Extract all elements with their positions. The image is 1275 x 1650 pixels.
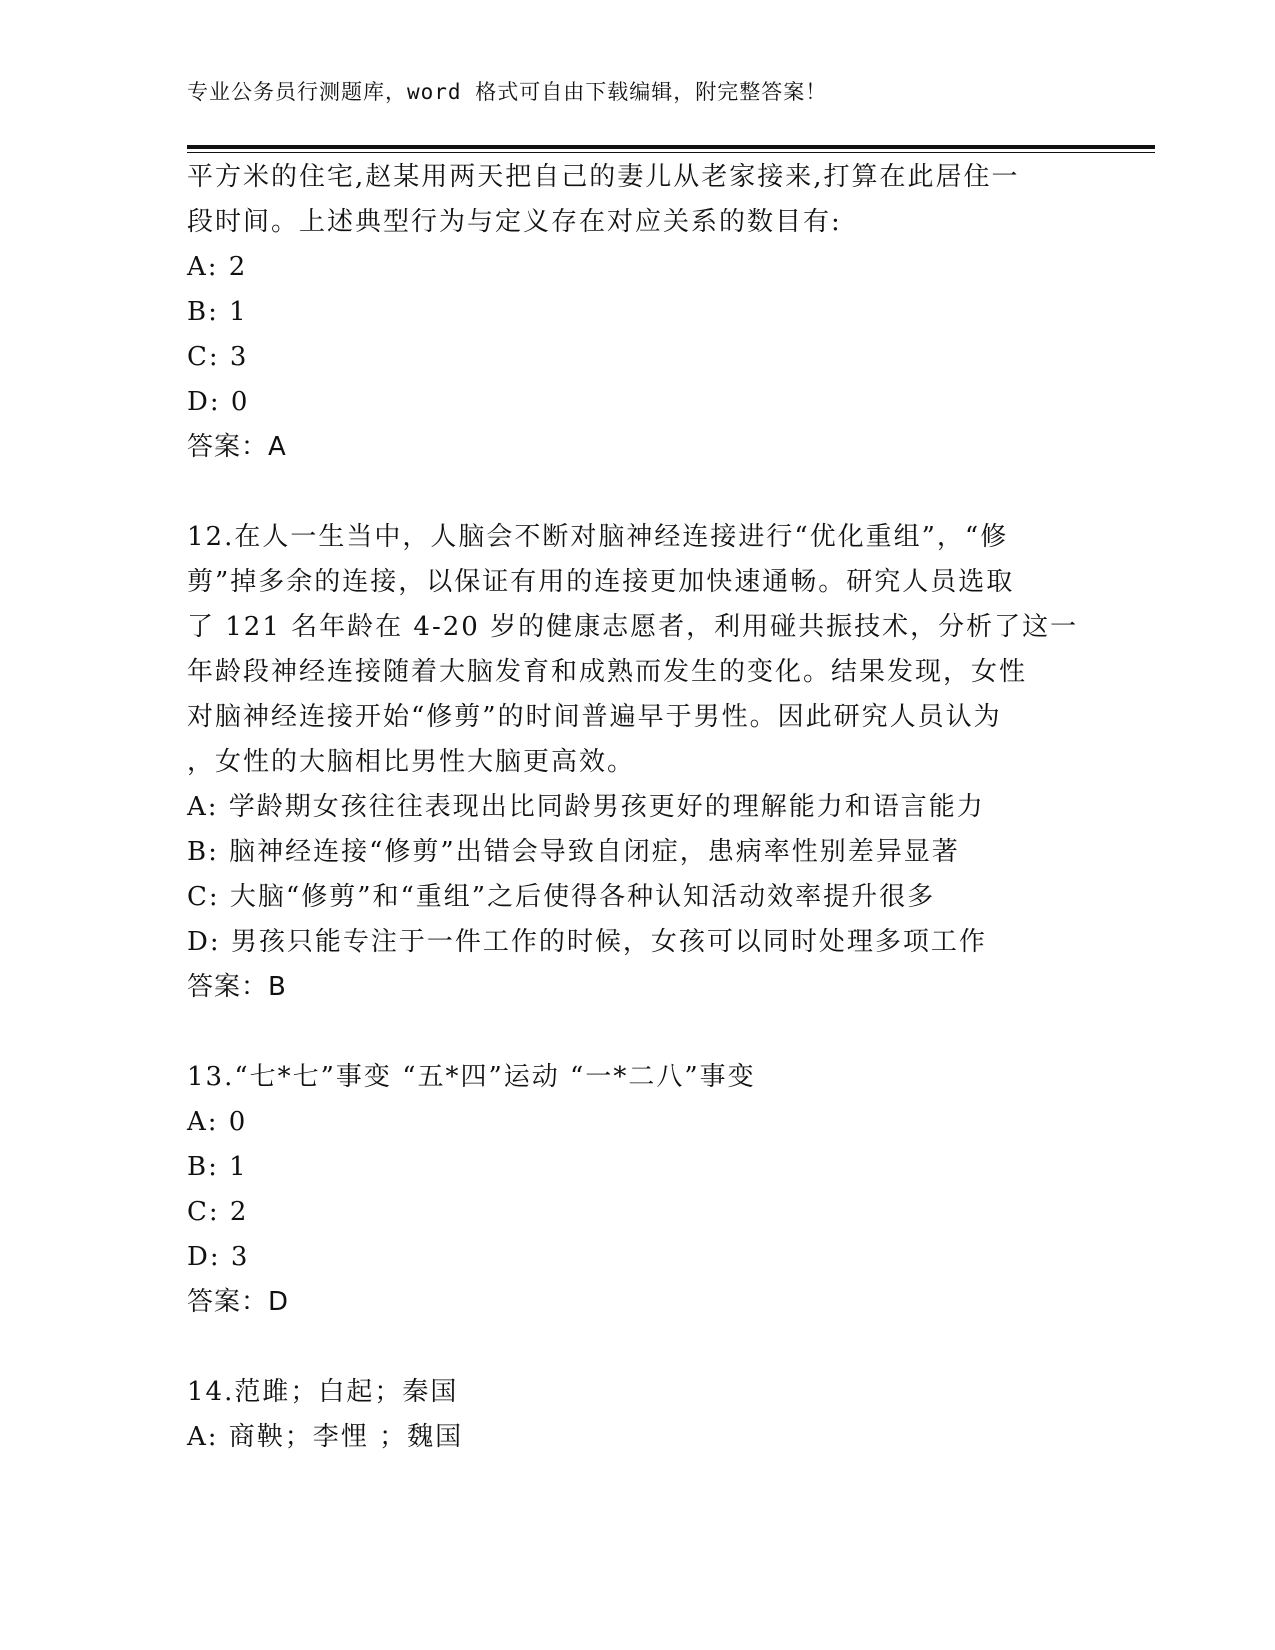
q12-stem-line-4: 年龄段神经连接随着大脑发育和成熟而发生的变化。结果发现，女性 (187, 657, 1028, 687)
header-divider-thin (187, 152, 1155, 153)
q12-stem-line-3: 了 121 名年龄在 4-20 岁的健康志愿者，利用碰共振技术，分析了这一 (187, 612, 1079, 642)
q12-option-c: C: 大脑“修剪”和“重组”之后使得各种认知活动效率提升很多 (187, 882, 936, 912)
q11-option-c: C: 3 (187, 342, 249, 372)
q12-stem-line-6: ，女性的大脑相比男性大脑更高效。 (187, 747, 636, 777)
q11-answer: 答案：A (187, 432, 287, 462)
q12-stem-line-1: 12.在人一生当中，人脑会不断对脑神经连接进行“优化重组”，“修 (187, 522, 1009, 552)
q14-option-a: A: 商鞅；李悝 ；魏国 (187, 1422, 464, 1452)
q13-option-a: A: 0 (187, 1107, 248, 1137)
q11-option-b: B: 1 (187, 297, 248, 327)
q12-stem-line-5: 对脑神经连接开始“修剪”的时间普遍早于男性。因此研究人员认为 (187, 702, 1002, 732)
q11-stem-line-1: 平方米的住宅,赵某用两天把自己的妻儿从老家接来,打算在此居住一 (187, 162, 1020, 192)
q12-answer: 答案：B (187, 972, 287, 1002)
header-divider-thick (187, 145, 1155, 149)
q11-option-d: D: 0 (187, 387, 250, 417)
q12-option-b: B: 脑神经连接“修剪”出错会导致自闭症，患病率性别差异显著 (187, 837, 960, 867)
page-header: 专业公务员行测题库，word 格式可自由下载编辑，附完整答案！ (187, 80, 828, 104)
q13-option-b: B: 1 (187, 1152, 248, 1182)
q12-stem-line-2: 剪”掉多余的连接，以保证有用的连接更加快速通畅。研究人员选取 (187, 567, 1015, 597)
q13-answer: 答案：D (187, 1287, 290, 1317)
q14-stem-line-1: 14.范雎；白起；秦国 (187, 1377, 459, 1407)
q12-option-d: D: 男孩只能专注于一件工作的时候，女孩可以同时处理多项工作 (187, 927, 987, 957)
q11-stem-line-2: 段时间。上述典型行为与定义存在对应关系的数目有: (187, 207, 842, 237)
q12-option-a: A: 学龄期女孩往往表现出比同龄男孩更好的理解能力和语言能力 (187, 792, 985, 822)
q11-option-a: A: 2 (187, 252, 248, 282)
q13-option-d: D: 3 (187, 1242, 250, 1272)
q13-stem-line-1: 13.“七*七”事变 “五*四”运动 “一*二八”事变 (187, 1062, 756, 1092)
q13-option-c: C: 2 (187, 1197, 249, 1227)
